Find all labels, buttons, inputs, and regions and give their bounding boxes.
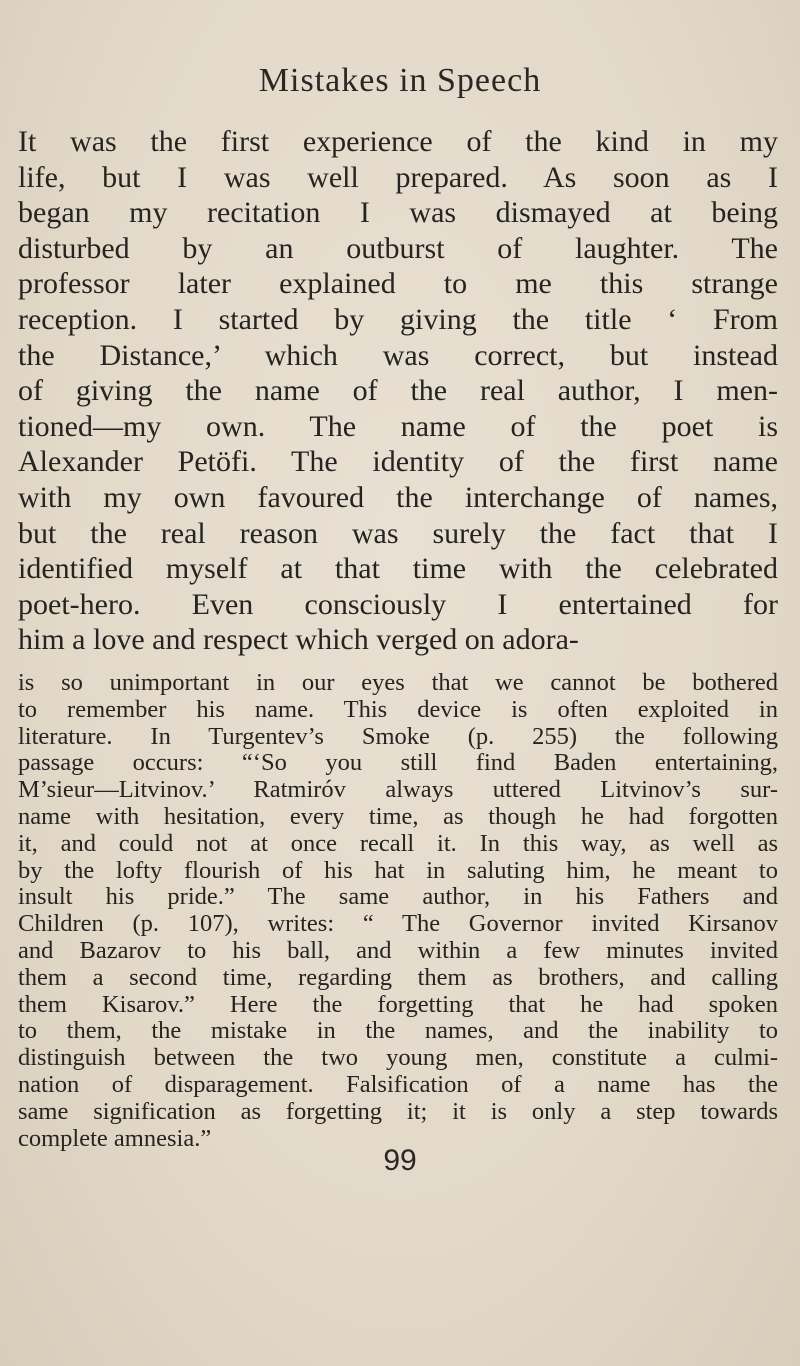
text-line: and Bazarov to his ball, and within a few minutes invited [18,937,778,964]
text-line: complete amnesia.” [18,1124,212,1152]
text-line: professor later explained to me this strange [18,267,778,301]
text-line: it, and could not at once recall it. In this way, as well as [18,829,778,857]
text-line: same signification as forgetting it; it is only a step towards [18,1097,778,1125]
text-line: Alexander Petöfi. The identity of the first name [18,445,778,479]
text-line: disturbed by an outburst of laughter. The [18,231,778,265]
running-head: Mistakes in Speech [258,62,542,99]
text-line: It was the first experience of the kind in my [18,125,778,158]
page-number: 99 [383,1144,417,1177]
text-line: life, but I was well prepared. As soon as I [18,160,778,194]
text-line: Children (p. 107), writes: “ The Governor invited Kirsanov [18,910,778,938]
text-line: reception. I started by giving the title ‘ From [18,303,778,336]
text-line: is so unimportant in our eyes that we cannot be bothered [18,669,778,696]
text-line: tioned—my own. The name of the poet is [18,409,778,443]
text-line: by the lofty flourish of his hat in saluting him, he meant to [18,856,778,884]
text-line: began my recitation I was dismayed at being [18,196,778,230]
text-line: literature. In Turgentev’s Smoke (p. 255) the following [18,722,778,750]
text-line: the Distance,’ which was correct, but instead [18,338,778,372]
text-line: to remember his name. This device is often exploited in [18,695,778,723]
text-line: identified myself at that time with the celebrated [18,552,778,586]
text-line: poet-hero. Even consciously I entertained for [18,587,778,621]
text-line: M’sieur—Litvinov.’ Ratmiróv always uttered Litvinov’s sur- [18,776,778,804]
text-line: distinguish between the two young men, constitute a culmi- [18,1044,778,1072]
text-line: passage occurs: “‘So you still find Baden entertaining, [18,749,778,777]
text-line: them a second time, regarding them as brothers, and calling [18,963,778,991]
text-line: them Kisarov.” Here the forgetting that he had spoken [18,990,778,1018]
text-line: him a love and respect which verged on adora- [18,623,579,657]
text-line: nation of disparagement. Falsification of a name has the [18,1071,778,1098]
text-line: to them, the mistake in the names, and the inability to [18,1017,778,1045]
text-line: with my own favoured the interchange of names, [18,481,778,514]
text-line: insult his pride.” The same author, in his Fathers and [18,883,778,911]
text-line: name with hesitation, every time, as though he had forgotten [18,803,778,830]
text-line: but the real reason was surely the fact that I [18,516,778,550]
text-line: of giving the name of the real author, I men- [18,374,778,408]
